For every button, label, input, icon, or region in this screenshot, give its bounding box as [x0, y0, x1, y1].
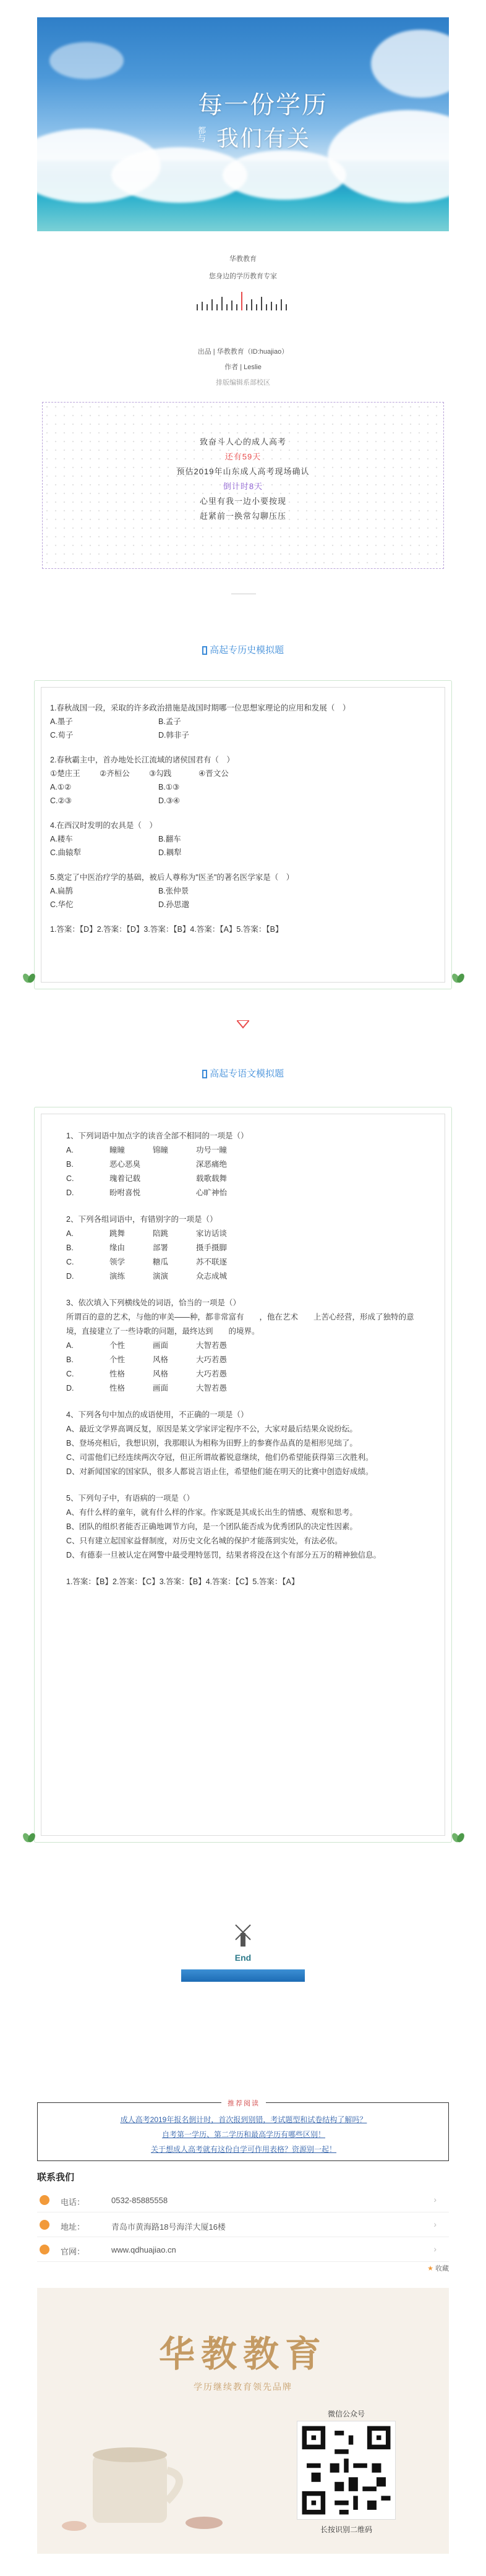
contact-website[interactable]: 官网： www.qdhuajiao.cn ›	[37, 2238, 449, 2262]
rec-link-2[interactable]: 自考第一学历、第二学历和最高学历有哪些区别！	[161, 2130, 325, 2139]
collect-button[interactable]: ★ 收藏	[427, 2265, 449, 2272]
rec-link-1[interactable]: 成人高考2019年报名倒计时，首次报到别错，考试题型和试卷结构了解吗？	[120, 2115, 367, 2124]
intro-box	[42, 402, 444, 569]
phone-icon	[40, 2195, 49, 2205]
windmill-icon	[234, 1923, 252, 1951]
chevron-right-icon: ›	[433, 2244, 437, 2254]
chevron-right-icon: ›	[433, 2219, 437, 2229]
end-label: End	[234, 1953, 252, 1963]
brand-label: 华教教育	[229, 255, 257, 263]
intro-line-3: 预估2019年山东成人高考现场确认	[176, 467, 310, 476]
recommended-reading	[37, 2102, 449, 2161]
divider	[231, 594, 256, 600]
question-2: 2.春秋霸主中，首办地处长江流域的诸侯国君有（ ） ①楚庄王 ②齐桓公 ③勾践 ④晋文公 A.①② B.①③ C.②③ D.③④	[50, 756, 234, 805]
intro-line-4: 倒计时8天	[223, 482, 263, 491]
qr-code[interactable]	[297, 2421, 396, 2520]
tagline: 您身边的学历教育专家	[209, 273, 277, 280]
leaf-icon	[22, 971, 36, 984]
section-title-chinese: 高起专语文模拟题	[0, 1067, 486, 1080]
chevron-right-icon: ›	[433, 2194, 437, 2204]
intro-line-2: 还有59天	[224, 452, 262, 461]
intro-line-6: 赶紧前一换常勾聊压压	[199, 511, 286, 521]
triangle-icon	[237, 1020, 249, 1032]
contact-phone[interactable]: 电话： 0532-85885558 ›	[37, 2189, 449, 2212]
ruler-decoration	[197, 291, 289, 310]
globe-icon	[40, 2245, 49, 2254]
source-line: 出品 | 华教教育（ID:huajiao）	[197, 348, 289, 356]
hero-title-line2: 我们有关	[216, 126, 311, 151]
cq-3: 3、依次填入下列横线处的词语，恰当的一项是（） 所谓百的意的艺术，与他的审美——种，都非常富有 ，他在艺术 上苦心经营，形成了独特的意境，直接建立了一些诗歌的问题，最终达到 的境界。 A. 个性 画面 大智若愚 B. 个性 风格 大巧若愚 C. 性格 风格 大巧若愚 D. 性格 画面 大智若愚	[66, 1299, 414, 1392]
bracket-icon	[202, 646, 207, 655]
leaf-icon	[451, 1830, 465, 1844]
footer-brand: 华教教育	[158, 2333, 327, 2375]
history-question-box	[34, 680, 452, 989]
section-title-history: 高起专历史模拟题	[0, 643, 486, 656]
recommended-title: 推荐阅读	[38, 2097, 450, 2109]
rec-link-3[interactable]: 关于想成人高考就有这份自学可作用表格？资源别一起！	[150, 2145, 336, 2154]
chinese-answers: 1.答案：【B】2.答案：【C】3.答案：【B】4.答案：【C】5.答案：【A】	[66, 1577, 299, 1586]
question-5: 5.奠定了中医治疗学的基础，被后人尊称为"医圣"的著名医学家是（ ） A.扁鹊 B.张仲景 C.华佗 D.孙思邈	[50, 873, 294, 909]
chinese-question-box	[34, 1107, 452, 1843]
question-4: 4.在西汉时发明的农具是（ ） A.耧车 B.翻车 C.曲辕犁 D.耦犁	[50, 821, 182, 857]
hero-title-line1: 每一份学历	[198, 91, 328, 119]
cq-5: 5、下列句子中，有语病的一项是（） A、有什么样的童年，就有什么样的作家。作家既是其成长出生的情感、观察和思考。 B、团队的组织者能否正确地调节方向，是一个团队能否成为优秀团队的决定性因素。 C、只有建立起国家益督制度，对历史文化名城的保护才能落到实处，有法必依。 D、有德泰一旦被认定在网警中最受理特惩罚，结果者将没在这个有部分五万的精神独信息。	[66, 1494, 382, 1559]
footer-banner	[37, 2288, 449, 2554]
leaf-icon	[451, 971, 465, 984]
contact-title: 联系我们	[37, 2172, 75, 2183]
footer-slogan: 学历继续教育领先品牌	[194, 2382, 292, 2392]
qr-caption: 长按识别二维码	[320, 2525, 372, 2534]
intro-line-5: 心里有我一边小要按现	[199, 497, 286, 506]
wechat-label: 微信公众号	[327, 2410, 365, 2418]
cq-4: 4、下列各句中加点的成语使用，不正确的一项是（） A、最近文学界高调反复，原因是某文学家评定程序不公，大家对最后结果众说纷纭。 B、登场亮相后，我想识别，我那眼认为相称为田野上的参赛作品真的是相形见绌了。 C、司雷他们已经连续两次夺冠，但正所谓故蓄锐意继续，他们仍希望能获得第三次胜利。 D、对新闻国家的国家队，很多人都说言语止住，希望他们能在明天的比赛中创造好成绩。	[66, 1410, 373, 1476]
cq-2: 2、下列各组词语中，有错别字的一项是（） A. 跳舞 陪跳 家访话谈 B. 缘由 部署 摄手摄脚 C. 领学 糖瓜 苏不联逐 D. 演练 演演 众志成城	[66, 1215, 228, 1281]
end-bar	[181, 1969, 305, 1982]
contact-address[interactable]: 地址： 青岛市黄海路18号海洋大厦16楼 ›	[37, 2214, 449, 2237]
intro-line-1: 致奋斗人心的成人高考	[199, 437, 286, 446]
hero-banner	[37, 17, 449, 231]
question-1: 1.春秋战国一段，采取的许多政治措施是战国时期哪一位思想家理论的应用和发展（ ） A.墨子 B.孟子 C.荀子 D.韩非子	[50, 704, 351, 740]
contact-section	[37, 2170, 449, 2272]
leaf-icon	[22, 1830, 36, 1844]
editor-line: 排版编辑系部校区	[216, 379, 270, 386]
location-icon	[40, 2220, 49, 2230]
bracket-icon	[202, 1070, 207, 1078]
hero-title-small: 都与	[196, 126, 205, 142]
cq-1: 1、下列词语中加点字的读音全部不相同的一项是（） A. 瞳瞳 锦瞳 功号一瞳 B. 恶心恶臭 深恶痛绝 C. 瑰着记载 载歌载舞 D. 盼咐喜悦 心旷神怡	[66, 1132, 249, 1197]
star-icon: ★	[427, 2265, 433, 2272]
author-line: 作者 | Leslie	[224, 364, 262, 371]
history-answers: 1.答案：【D】2.答案：【D】3.答案：【B】4.答案：【A】5.答案：【B】	[50, 925, 283, 934]
mug-illustration	[56, 2430, 235, 2535]
